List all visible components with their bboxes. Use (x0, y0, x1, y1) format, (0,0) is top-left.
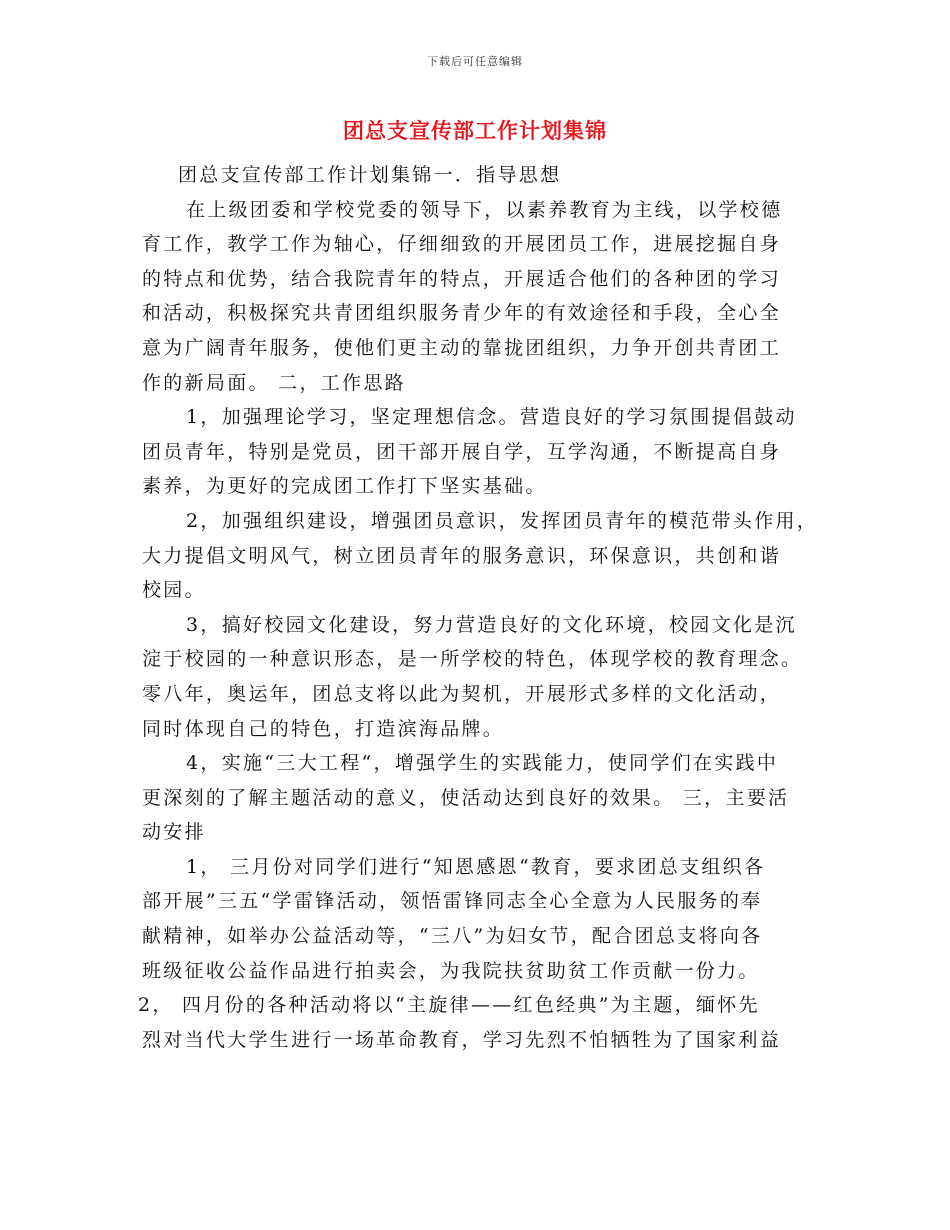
paragraph-line: 意为广阔青年服务，使他们更主动的靠拢团组织，力争开创共青团工 (142, 336, 782, 359)
paragraph-line: 大力提倡文明风气，树立团员青年的服务意识，环保意识，共创和谐 (142, 544, 782, 567)
paragraph-line: 育工作，教学工作为轴心，仔细细致的开展团员工作，进展挖掘自身 (142, 233, 782, 256)
paragraph-line: 1， 三月份对同学们进行“知恩感恩“教育，要求团总支组织各 (186, 855, 766, 878)
paragraph-heading-line: 团总支宣传部工作计划集锦一．指导思想 (178, 164, 562, 186)
paragraph-line: 和活动，积极探究共青团组织服务青少年的有效途径和手段，全心全 (142, 302, 782, 325)
paragraph-line: 团员青年，特别是党员，团干部开展自学，互学沟通，不断提高自身 (142, 440, 782, 463)
paragraph-line: 作的新局面。 二，工作思路 (142, 371, 406, 394)
paragraph-line: 部开展”三五“学雷锋活动，领悟雷锋同志全心全意为人民服务的奉 (142, 890, 763, 913)
paragraph-line: 2，加强组织建设，增强团员意识，发挥团员青年的模范带头作用， (186, 509, 819, 532)
paragraph-line: 1，加强理论学习，坚定理想信念。营造良好的学习氛围提倡鼓动 (186, 406, 797, 429)
paragraph-line: 献精神，如举办公益活动等，“三八”为妇女节，配合团总支将向各 (142, 925, 763, 948)
paragraph-line: 更深刻的了解主题活动的意义，使活动达到良好的效果。 三，主要活 (142, 786, 790, 809)
paragraph-line: 在上级团委和学校党委的领导下，以素养教育为主线，以学校德 (186, 198, 783, 221)
document-body (138, 158, 819, 1057)
paragraph-line: 的特点和优势，结合我院青年的特点，开展适合他们的各种团的学习 (142, 267, 782, 290)
paragraph-line: 动安排 (142, 821, 206, 844)
paragraph-line: 校园。 (142, 579, 206, 602)
paragraph-line: 3，搞好校园文化建设，努力营造良好的文化环境，校园文化是沉 (186, 613, 797, 636)
page-header-note: 下载后可任意编辑 (427, 55, 523, 68)
paragraph-line: 4，实施“三大工程“，增强学生的实践能力，使同学们在实践中 (186, 752, 779, 775)
paragraph-line: 班级征收公益作品进行拍卖会，为我院扶贫助贫工作贡献一份力。 (142, 959, 760, 982)
paragraph-line: 同时体现自己的特色，打造滨海品牌。 (142, 717, 505, 740)
paragraph-line: 淀于校园的一种意识形态，是一所学校的特色，体现学校的教育理念。 (142, 648, 803, 671)
paragraph-line: 2， 四月份的各种活动将以“主旋律——红色经典”为主题，缅怀先 (138, 994, 760, 1017)
paragraph-line: 烈对当代大学生进行一场革命教育，学习先烈不怕牺牲为了国家利益 (142, 1028, 782, 1051)
document-title: 团总支宣传部工作计划集锦 (343, 118, 607, 143)
paragraph-line: 零八年，奥运年，团总支将以此为契机，开展形式多样的文化活动， (142, 682, 782, 705)
paragraph-line: 素养，为更好的完成团工作打下坚实基础。 (142, 475, 547, 498)
